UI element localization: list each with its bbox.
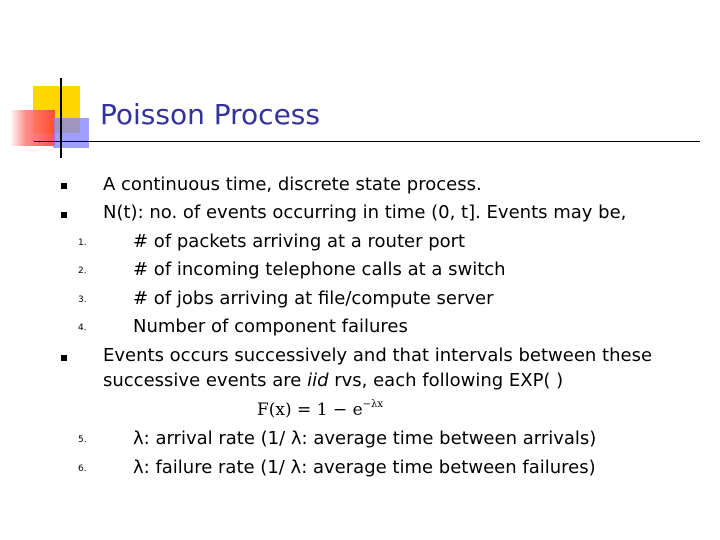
list-item: # of jobs arriving at file/compute server bbox=[133, 288, 494, 309]
formula-exponent: −λx bbox=[362, 399, 383, 410]
list-number: 3. bbox=[78, 295, 87, 305]
list-number: 6. bbox=[78, 464, 87, 474]
logo-blue-square bbox=[53, 118, 89, 148]
continuation-after: rvs, each following EXP( ) bbox=[328, 370, 564, 391]
logo-vertical-rule bbox=[60, 78, 62, 158]
list-item: λ: arrival rate (1/ λ: average time between arrivals) bbox=[133, 428, 597, 449]
list-item: # of incoming telephone calls at a switch bbox=[133, 259, 506, 280]
list-item: λ: failure rate (1/ λ: average time between failures) bbox=[133, 457, 596, 478]
bullet-square-icon bbox=[61, 212, 67, 218]
iid-italic: iid bbox=[307, 370, 329, 391]
bullet-text: Events occurs successively and that intervals between these bbox=[103, 345, 653, 366]
list-item: Number of component failures bbox=[133, 316, 408, 337]
formula-lhs: F(x) = 1 − e bbox=[257, 400, 363, 420]
bullet-continuation bbox=[103, 370, 563, 392]
continuation-before: successive events are bbox=[103, 370, 308, 391]
list-number: 2. bbox=[78, 266, 87, 276]
slide-title: Poisson Process bbox=[100, 98, 320, 131]
bullet-square-icon bbox=[61, 355, 67, 361]
list-number: 5. bbox=[78, 435, 87, 445]
bullet-text: A continuous time, discrete state process. bbox=[103, 174, 482, 195]
list-number: 4. bbox=[78, 323, 87, 333]
bullet-square-icon bbox=[61, 183, 67, 189]
title-underline-rule bbox=[34, 141, 700, 142]
list-item: # of packets arriving at a router port bbox=[133, 231, 466, 252]
list-number: 1. bbox=[78, 238, 87, 248]
bullet-text: N(t): no. of events occurring in time (0, t]. Events may be, bbox=[103, 202, 627, 223]
cdf-formula bbox=[257, 394, 383, 421]
